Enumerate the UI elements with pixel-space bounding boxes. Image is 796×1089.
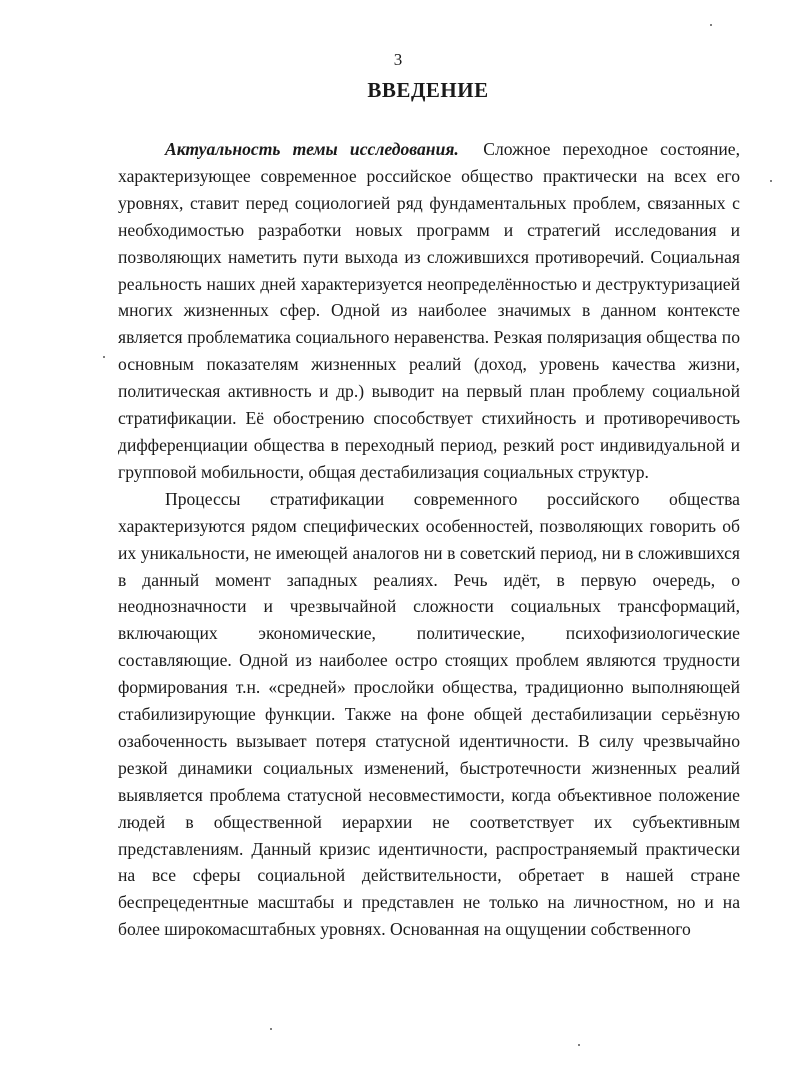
paragraph-text: Сложное переходное состояние, характеризующее современное российское общество практически на всех его уровнях, ставит перед социологией ряд фундаментальных проблем, связанных с необходимостью разработки новых программ и стратегий исследования и позволяющих наметить пути выхода из сложившихся противоречий. Социальная реальность наших дней характеризуется неопределённостью и деструктуризацией многих жизненных сфер. Одной из наиболее значимых в данном контексте является проблематика социального неравенства. Резкая поляризация общества по основным показателям жизненных реалий (доход, уровень качества жизни, политическая активность и др.) выводит на первый план проблему социальной стратификации. Её обострению способствует стихийность и противоречивость дифференциации общества в переходный период, резкий рост индивидуальной и групповой мобильности, общая дестабилизация социальных структур. <box>118 139 740 482</box>
scan-speck <box>770 180 772 182</box>
paragraph-2 <box>118 486 740 943</box>
body-text <box>118 136 740 943</box>
scan-speck <box>103 356 105 358</box>
paragraph-text: Процессы стратификации современного российского общества характеризуются рядом специфических особенностей, позволяющих говорить об их уникальности, не имеющей аналогов ни в советский период, ни в сложившихся в данный момент западных реалиях. Речь идёт, в первую очередь, о неоднозначности и чрезвычайной сложности социальных трансформаций, включающих экономические, политические, психофизиологические составляющие. Одной из наиболее остро стоящих проблем являются трудности формирования т.н. «средней» прослойки общества, традиционно выполняющей стабилизирующие функции. Также на фоне общей дестабилизации серьёзную озабоченность вызывает потеря статусной идентичности. В силу чрезвычайно резкой динамики социальных изменений, быстротечности жизненных реалий выявляется проблема статусной несовместимости, когда объективное положение людей в общественной иерархии не соответствует их субъективным представлениям. Данный кризис идентичности, распространяемый практически на все сферы социальной действительности, обретает в нашей стране беспрецедентные масштабы и представлен не только на личностном, но и на более широкомасштабных уровнях. Основанная на ощущении собственного <box>118 488 740 940</box>
paragraph-1 <box>118 136 740 486</box>
scan-speck <box>710 24 712 26</box>
paragraph-lead: Актуальность темы исследования. <box>165 139 459 159</box>
page-title: ВВЕДЕНИЕ <box>367 78 489 102</box>
page-number: 3 <box>393 50 403 69</box>
scan-speck <box>270 1028 272 1030</box>
scan-speck <box>578 1044 580 1046</box>
